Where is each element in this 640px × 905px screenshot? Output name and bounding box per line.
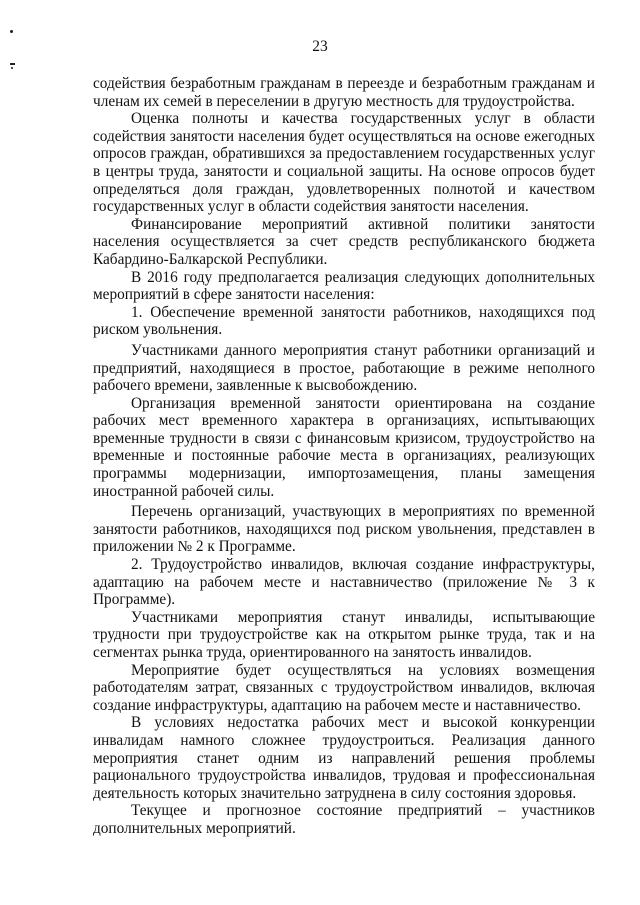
document-body xyxy=(93,75,595,838)
paragraph: содействия безработным гражданам в переезде и безработным гражданам и членам их семей в переселении в другую местность для трудоустройства. xyxy=(93,75,595,110)
paragraph: Мероприятие будет осуществляться на условиях возмещения работодателям затрат, связанных с трудоустройством инвалидов, включая создание инфраструктуры, адаптацию на рабочем месте и наставничество. xyxy=(93,661,595,714)
paragraph: Организация временной занятости ориентирована на создание рабочих мест временного характера в организациях, испытывающих временные трудности в связи с финансовым кризисом, трудоустройство на временные и постоянные рабочие места в организациях, реализующих программы модернизации, импортозамещения, планы замещения иностранной рабочей силы. xyxy=(93,394,595,500)
margin-dash xyxy=(10,63,15,65)
page-number: 23 xyxy=(312,38,328,55)
paragraph: Оценка полноты и качества государственных услуг в области содействия занятости населения будет осуществляться на основе ежегодных опросов граждан, обратившихся за предоставлением государственных услуг в центры труда, занятости и социальной защиты. На основе опросов будет определяться доля граждан, удовлетворенных полнотой и качеством государственных услуг в области содействия занятости населения. xyxy=(93,110,595,216)
paragraph: Перечень организаций, участвующих в мероприятиях по временной занятости работников, находящихся под риском увольнения, представлен в приложении № 2 к Программе. xyxy=(93,503,595,556)
paragraph: Участниками данного мероприятия станут работники организаций и предприятий, находящиеся в простое, работающие в режиме неполного рабочего времени, заявленные к высвобождению. xyxy=(93,341,595,395)
paragraph: В 2016 году предполагается реализация следующих дополнительных мероприятий в сфере занятости населения: xyxy=(93,268,595,304)
paragraph: В условиях недостатка рабочих мест и высокой конкуренции инвалидам намного сложнее трудоустроиться. Реализация данного мероприятия станет одним из направлений решения проблемы рационального трудоустройства инвалидов, трудовая и профессиональная деятельность которых значительно затруднена в силу состояния здоровья. xyxy=(93,714,595,802)
numbered-item: 1. Обеспечение временной занятости работников, находящихся под риском увольнения. xyxy=(93,303,595,339)
margin-dot xyxy=(11,67,13,69)
margin-dot xyxy=(10,30,13,33)
paragraph: Участниками мероприятия станут инвалиды, испытывающие трудности при трудоустройстве как на открытом рынке труда, так и на сегментах рынка труда, ориентированного на занятость инвалидов. xyxy=(93,608,595,661)
paragraph: Финансирование мероприятий активной политики занятости населения осуществляется за счет средств республиканского бюджета Кабардино-Балкарской Республики. xyxy=(93,215,595,268)
paragraph: Текущее и прогнозное состояние предприятий – участников дополнительных мероприятий. xyxy=(93,802,595,837)
numbered-item: 2. Трудоустройство инвалидов, включая создание инфраструктуры, адаптацию на рабочем месте и наставничество (приложение № 3 к Программе). xyxy=(93,556,595,609)
